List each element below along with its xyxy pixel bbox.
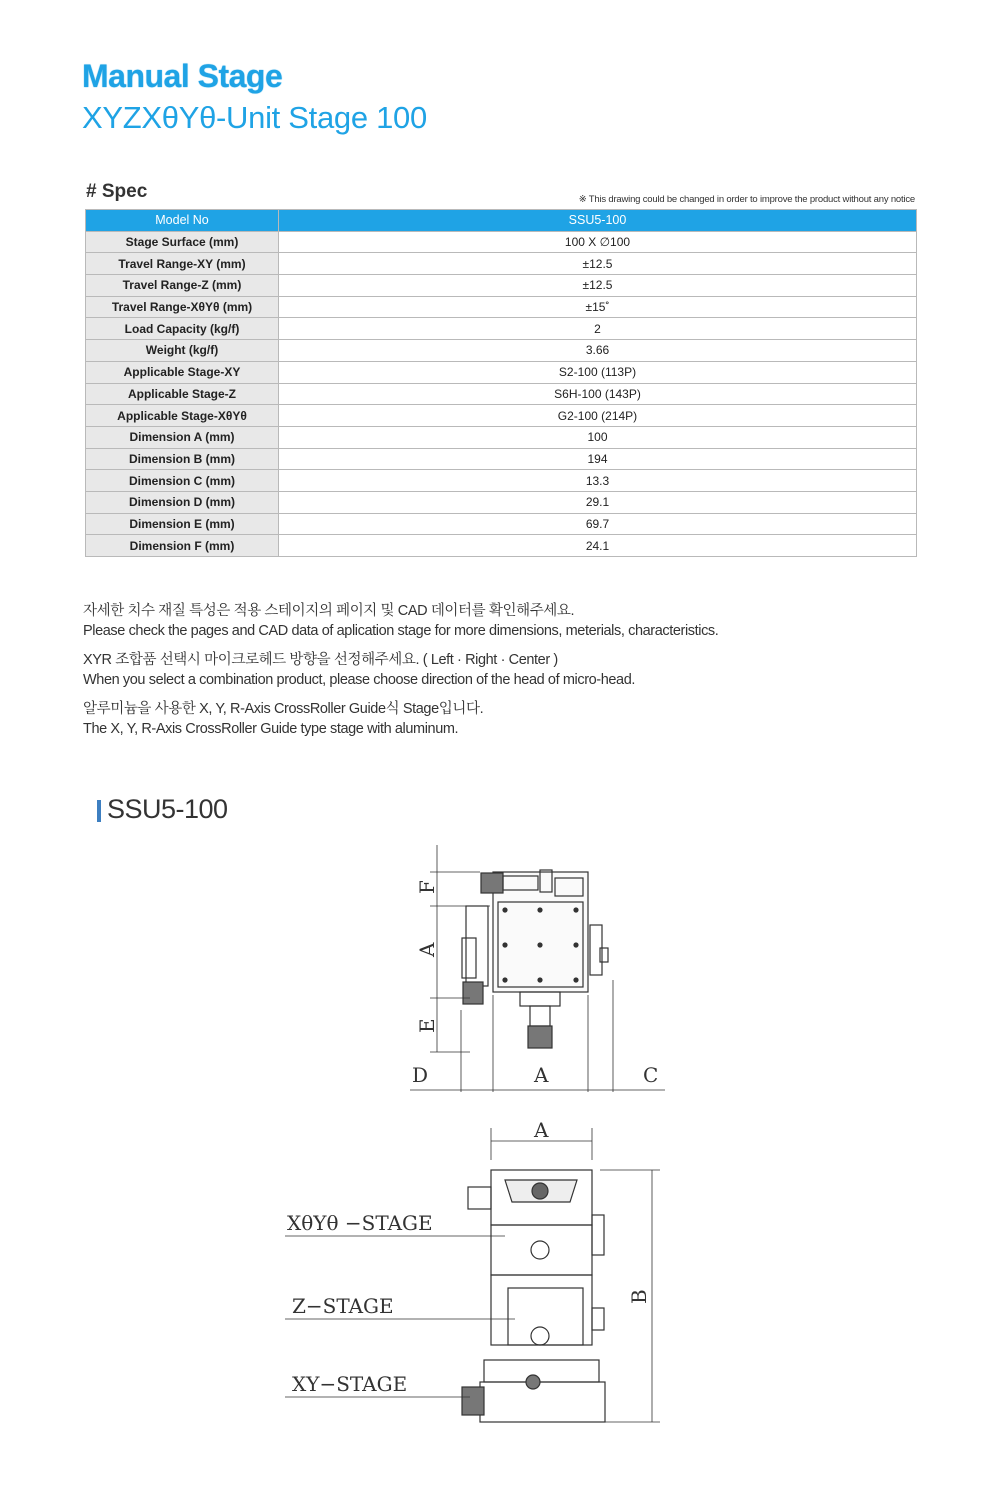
note-ko: 자세한 치수 재질 특성은 적용 스테이지의 페이지 및 CAD 데이터를 확인해주세요. <box>83 603 575 619</box>
spec-value: G2-100 (214P) <box>279 405 917 427</box>
spec-notice: ※ This drawing could be changed in order to improve the product without any notice <box>578 194 915 205</box>
spec-label: Applicable Stage-XθYθ <box>86 405 279 427</box>
note-item <box>83 602 718 641</box>
table-row <box>86 361 917 383</box>
spec-value: ±15˚ <box>279 296 917 318</box>
table-row <box>86 318 917 340</box>
top-view <box>410 845 665 1092</box>
spec-value: S2-100 (113P) <box>279 361 917 383</box>
spec-label: Dimension A (mm) <box>86 426 279 448</box>
dim-label-a-top: A <box>534 1118 549 1142</box>
spec-label: Stage Surface (mm) <box>86 231 279 253</box>
page-title: Manual Stage <box>82 58 283 94</box>
spec-value: 29.1 <box>279 491 917 513</box>
table-row <box>86 470 917 492</box>
spec-label: Weight (kg/f) <box>86 340 279 362</box>
note-ko: XYR 조합품 선택시 마이크로헤드 방향을 선정해주세요. ( Left · Right · Center ) <box>83 652 558 668</box>
section-title <box>95 794 228 825</box>
note-en: The X, Y, R-Axis CrossRoller Guide type stage with aluminum. <box>83 720 459 737</box>
dim-label-a-bottom: A <box>534 1063 549 1087</box>
spec-header-value: SSU5-100 <box>279 210 917 232</box>
dim-label-b: B <box>627 1289 651 1304</box>
label-z-stage: Z−STAGE <box>292 1294 394 1318</box>
spec-label: Dimension C (mm) <box>86 470 279 492</box>
table-row <box>86 383 917 405</box>
micrometer-head-top <box>481 873 503 893</box>
spec-value: 13.3 <box>279 470 917 492</box>
spec-table <box>85 209 917 557</box>
spec-value: 2 <box>279 318 917 340</box>
dim-label-d: D <box>412 1063 429 1087</box>
spec-value: 3.66 <box>279 340 917 362</box>
table-row <box>86 426 917 448</box>
dim-label-e: E <box>415 1018 439 1033</box>
spec-value: 24.1 <box>279 535 917 557</box>
dim-label-c: C <box>643 1063 659 1087</box>
xy-side-knob <box>462 1387 484 1415</box>
label-xtheta-stage: XθYθ −STAGE <box>287 1211 433 1235</box>
table-row <box>86 231 917 253</box>
spec-value: ±12.5 <box>279 275 917 297</box>
spec-value: 100 <box>279 426 917 448</box>
micrometer-head-bottom <box>528 1026 552 1048</box>
table-row <box>86 253 917 275</box>
note-en: When you select a combination product, please choose direction of the head of micro-head. <box>83 671 635 688</box>
spec-label: Dimension D (mm) <box>86 491 279 513</box>
dim-label-a-side: A <box>415 942 439 957</box>
micrometer-head-left <box>463 982 483 1004</box>
xtheta-side-knob <box>468 1187 491 1209</box>
table-row <box>86 275 917 297</box>
spec-value: S6H-100 (143P) <box>279 383 917 405</box>
label-xy-stage: XY−STAGE <box>292 1372 408 1396</box>
spec-header-label: Model No <box>86 210 279 232</box>
spec-label: Load Capacity (kg/f) <box>86 318 279 340</box>
spec-value: 194 <box>279 448 917 470</box>
spec-value: 69.7 <box>279 513 917 535</box>
spec-label: Dimension F (mm) <box>86 535 279 557</box>
section-title-text: SSU5-100 <box>107 794 228 824</box>
note-en: Please check the pages and CAD data of aplication stage for more dimensions, meterials, characteristics. <box>83 622 719 639</box>
table-row <box>86 448 917 470</box>
note-item <box>83 651 718 690</box>
spec-label: Applicable Stage-XY <box>86 361 279 383</box>
table-row <box>86 340 917 362</box>
technical-drawing <box>0 830 1000 1507</box>
z-stage-block <box>491 1275 592 1345</box>
spec-label: Travel Range-Z (mm) <box>86 275 279 297</box>
dim-label-f: F <box>415 880 439 894</box>
spec-label: Dimension E (mm) <box>86 513 279 535</box>
spec-value: ±12.5 <box>279 253 917 275</box>
spec-label: Travel Range-XY (mm) <box>86 253 279 275</box>
spec-label: Applicable Stage-Z <box>86 383 279 405</box>
xy-stage-top <box>484 1360 599 1382</box>
table-row <box>86 513 917 535</box>
spec-label: Dimension B (mm) <box>86 448 279 470</box>
table-row <box>86 491 917 513</box>
note-item <box>83 700 718 739</box>
spec-header-row <box>86 210 917 232</box>
table-row <box>86 535 917 557</box>
table-row <box>86 405 917 427</box>
page-subtitle: XYZXθYθ-Unit Stage 100 <box>82 100 427 135</box>
note-ko: 알루미늄을 사용한 X, Y, R-Axis CrossRoller Guide식 Stage입니다. <box>83 701 484 717</box>
spec-value: 100 X ∅100 <box>279 231 917 253</box>
notes-block <box>83 602 718 749</box>
xy-stage-base <box>480 1382 605 1422</box>
spec-label: Travel Range-XθYθ (mm) <box>86 296 279 318</box>
table-row <box>86 296 917 318</box>
spec-heading: # Spec <box>86 181 148 202</box>
